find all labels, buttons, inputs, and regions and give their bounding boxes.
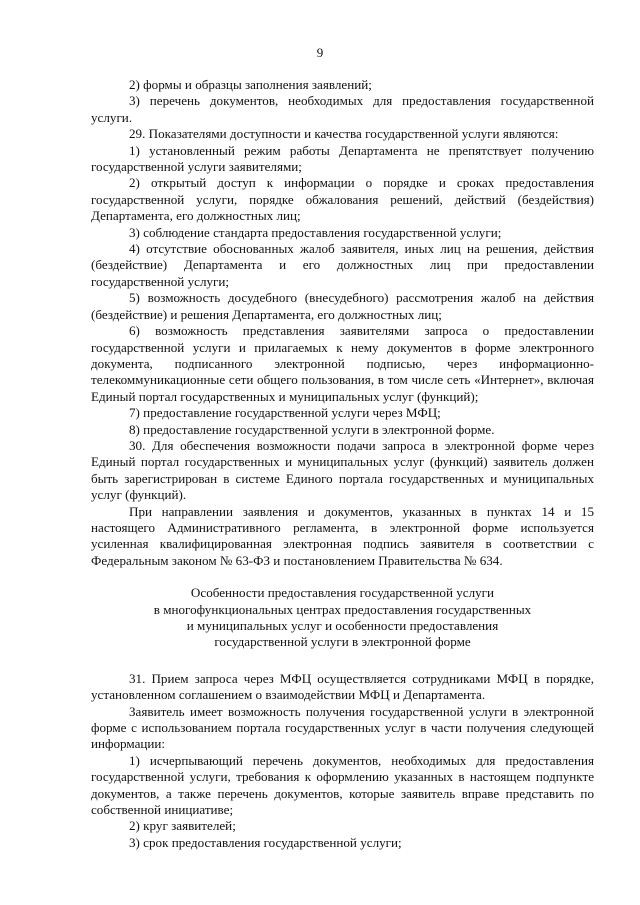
paragraph: 3) соблюдение стандарта предоставления государственной услуги; (129, 224, 502, 240)
paragraph: 30. Для обеспечения возможности подачи запроса в электронной форме через Единый портал государственных и муниципальных услуг (функций) заявитель должен быть зарегистрирован в системе Единого портала государственных и муниципальных услуг (функций). (91, 437, 594, 503)
paragraph: При направлении заявления и документов, указанных в пунктах 14 и 15 настоящего Административного регламента, в электронной форме используется усиленная квалифицированная электронная подпись заявителя в соответствии с Федеральным законом № 63-ФЗ и постановлением Правительства № 634. (91, 503, 594, 568)
paragraph: 6) возможность представления заявителями запроса о предоставлении государственной услуги и прилагаемых к нему документов в форме электронного документа, подписанного электронной подписью, через информационно-телекоммуникационные сети общего пользования, в том числе сеть «Интернет», включая Единый портал государственных и муниципальных услуг (функций); (91, 323, 594, 404)
paragraph: 2) открытый доступ к информации о порядке и сроках предоставления государственной услуги, порядке обжалования решений, действий (бездействия) Департамента, его должностных лиц; (91, 175, 594, 224)
page-number: 9 (316, 45, 324, 60)
paragraph: 31. Прием запроса через МФЦ осуществляется сотрудниками МФЦ в порядке, установленном соглашением о взаимодействии МФЦ и Департамента. (91, 670, 594, 703)
section-heading-line: государственной услуги в электронной форме (214, 634, 471, 650)
section-heading (91, 585, 594, 651)
paragraph: 1) исчерпывающий перечень документов, необходимых для предоставления государственной услуги, требования к оформлению указанных в настоящем подпункте документов, а также перечень документов, которые заявитель вправе представить по собственной инициативе; (91, 752, 594, 818)
paragraph: 2) формы и образцы заполнения заявлений; (129, 77, 372, 92)
paragraph: 29. Показателями доступности и качества государственной услуги являются: (129, 126, 559, 142)
paragraph: 3) срок предоставления государственной услуги; (129, 834, 402, 850)
paragraph: 1) установленный режим работы Департамента не препятствует получению государственной услуги заявителями; (91, 142, 594, 175)
paragraph: Заявитель имеет возможность получения государственной услуги в электронной форме с использованием портала государственных услуг в части получения следующей информации: (91, 703, 594, 752)
section-spacer (91, 569, 594, 585)
paragraph: 3) перечень документов, необходимых для предоставления государственной услуги. (91, 93, 594, 125)
paragraph: 7) предоставление государственной услуги через МФЦ; (129, 405, 441, 421)
document-body (91, 77, 594, 851)
paragraph: 2) круг заявителей; (129, 818, 236, 834)
paragraph: 5) возможность досудебного (внесудебного) рассмотрения жалоб на действия (бездействие) и решения Департамента, его должностных лиц; (91, 290, 594, 322)
paragraph: 8) предоставление государственной услуги в электронной форме. (129, 421, 495, 437)
paragraph: 4) отсутствие обоснованных жалоб заявителя, иных лиц на решения, действия (бездействие) Департамента и его должностных лиц при предоставлении государственной услуги; (91, 241, 594, 289)
section-heading-line: и муниципальных услуг и особенности предоставления (186, 618, 499, 633)
section-heading-line: Особенности предоставления государственной услуги (190, 585, 495, 601)
section-spacer (91, 651, 594, 671)
section-heading-line: в многофункциональных центрах предоставления государственных (153, 601, 532, 617)
